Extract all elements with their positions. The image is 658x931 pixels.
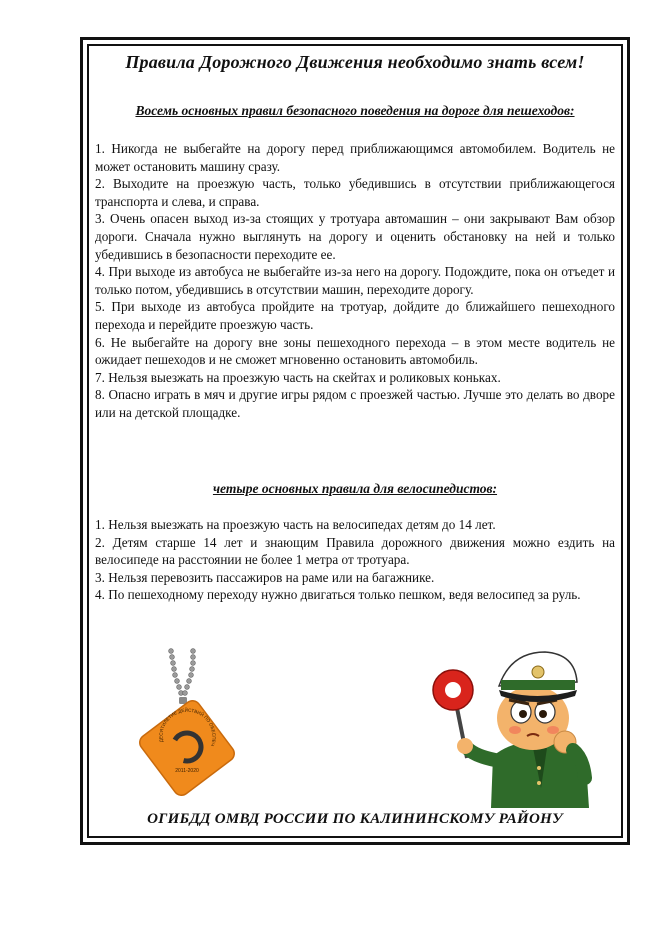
cyclist-rule: 2. Детям старше 14 лет и знающим Правила дорожного движения можно ездить на велосипеде на расстоянии не более 1 метра от тротуара. <box>95 534 615 568</box>
cyclist-rules-list <box>95 516 615 604</box>
badge-text: ДЕСЯТИЛЕТИЕ ДЕЙСТВИЙ ПО ОБЕСПЕЧ <box>158 707 217 747</box>
cyclist-rule: 3. Нельзя перевозить пассажиров на раме или на багажнике. <box>95 569 435 585</box>
pedestrian-rule: 1. Никогда не выбегайте на дорогу перед приближающимся автомобилем. Водитель не может остановить машину сразу. <box>95 141 615 174</box>
pedestrian-rule: 4. При выходе из автобуса не выбегайте из-за него на дорогу. Подождите, пока он отъедет и только потом, убедившись в отсутствии машин, переходите дорогу. <box>95 264 615 297</box>
traffic-officer-icon <box>415 638 605 808</box>
poster-frame <box>80 37 630 845</box>
pedestrian-rule: 3. Очень опасен выход из-за стоящих у тротуара автомашин – они закрывают Вам обзор дороги. Сначала нужно выглянуть на дорогу и оценить обстановку на ней и только убедившись в безопасности переходите ее. <box>95 211 615 262</box>
pedestrian-rule: 2. Выходите на проезжую часть, только убедившись в отсутствии приближающегося транспорта и слева, и справа. <box>95 176 615 209</box>
cyclist-rule: 4. По пешеходному переходу нужно двигаться только пешком, ведя велосипед за руль. <box>95 587 581 603</box>
pedestrian-rule: 6. Не выбегайте на дорогу вне зоны пешеходного перехода – в этом месте водитель не ожидает пешеходов и не сможет мгновенно остановить автомобиль. <box>95 334 615 368</box>
pedestrian-rule: 8. Опасно играть в мяч и другие игры рядом с проезжей частью. Лучше это делать во дворе или на детской площадке. <box>95 387 615 420</box>
pedestrian-rules-list <box>95 140 615 422</box>
cyclist-rule: 1. Нельзя выезжать на проезжую часть на велосипедах детям до 14 лет. <box>95 517 496 532</box>
reflector-badge-icon <box>123 645 253 805</box>
badge-years: 2011-2020 <box>175 768 199 774</box>
pedestrian-rules-heading: Восемь основных правил безопасного поведения на дороге для пешеходов: <box>135 103 575 118</box>
pedestrian-rule: 7. Нельзя выезжать на проезжую часть на скейтах и роликовых коньках. <box>95 369 501 385</box>
cyclist-rules-heading: четыре основных правила для велосипедистов: <box>212 481 498 496</box>
poster-title: Правила Дорожного Движения необходимо знать всем! <box>125 52 585 72</box>
pedestrian-rule: 5. При выходе из автобуса пройдите на тротуар, дойдите до ближайшего пешеходного перехода и перейдите проезжую часть. <box>95 299 615 332</box>
footer-organization: ОГИБДД ОМВД РОССИИ ПО КАЛИНИНСКОМУ РАЙОНУ <box>147 811 563 827</box>
